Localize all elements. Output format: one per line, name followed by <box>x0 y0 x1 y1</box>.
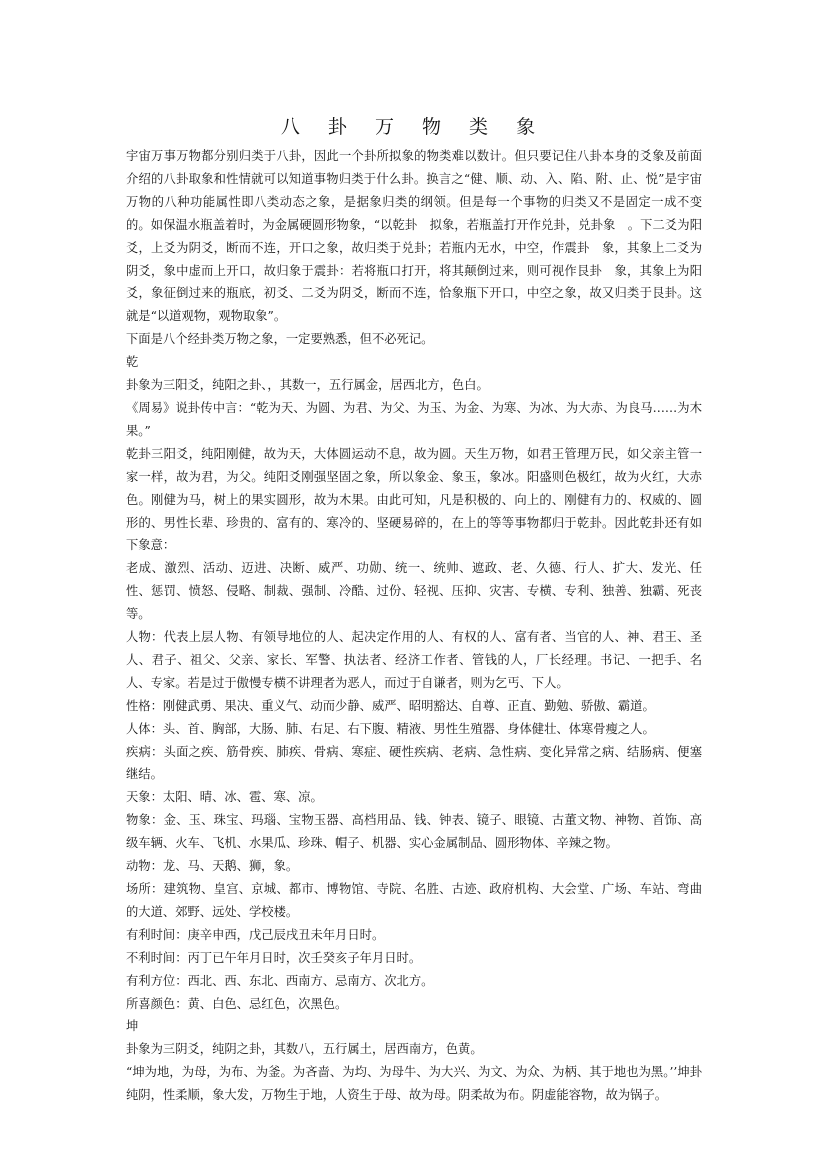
paragraph: 有利时间：庚辛申西，戊己辰戌丑未年月日时。 <box>126 927 385 942</box>
paragraph: 场所：建筑物、皇宫、京城、都市、博物馆、寺院、名胜、古迹、政府机构、大会堂、广场、车站、弯曲的大道、郊野、远处、学校楼。 <box>126 882 702 919</box>
document-title: 八 卦 万 物 类 象 <box>280 116 547 138</box>
paragraph: 疾病：头面之疾、筋骨疾、肺疾、骨病、寒症、硬性疾病、老病、急性病、变化异常之病、结肠病、便塞继结。 <box>126 744 702 782</box>
paragraph: 卦象为三阳爻，纯阳之卦、，其数一，五行属金，居西北方，色白。 <box>126 378 489 393</box>
paragraph: 不利时间：丙丁已午年月日时，次壬癸亥子年月日时。 <box>126 950 422 965</box>
paragraph: 宇宙万事万物都分别归类于八卦，因此一个卦所拟象的物类难以数计。但只要记住八卦本身的爻象及前面介绍的八卦取象和性情就可以知道事物归类于什么卦。换言之“健、顺、动、入、陷、附、止、悦”是宇宙万物的八种功能属性即八类动态之象，是据象归类的纲领。但是每一个事物的归类又不是固定一成不变的。如保温水瓶盖着时，为金属硬圆形物象，“以乾卦 拟象，若瓶盖打开作兑卦，兑卦象 。下二爻为阳爻，上爻为阴爻，断而不连，开口之象，故归类于兑卦；若瓶内无水，中空，作震卦 象，其象上二爻为阴爻，象中虚而上开口，故归象于震卦：若将瓶口打开，将其颠倒过来，则可视作艮卦 象，其象上为阳爻，象征倒过来的瓶底，初爻、二爻为阴爻，断而不连，恰象瓶下开口，中空之象，故又归类于艮卦。这就是“以道观物，观物取象”。 <box>126 149 702 324</box>
section-heading-qian: 乾 <box>126 355 139 370</box>
paragraph: 人物：代表上层人物、有领导地位的人、起决定作用的人、有权的人、富有者、当官的人、神、君王、圣人、君子、祖父、父亲、家长、军警、执法者、经济工作者、管钱的人，厂长经理。书记、一把手、名人、专家。若是过于傲慢专横不讲理者为恶人，而过于自谦者，则为乞丐、下人。 <box>126 630 702 690</box>
paragraph: 物象：金、玉、珠宝、玛瑙、宝物玉器、高档用品、钱、钟表、镜子、眼镜、古董文物、神物、首饰、高级车辆、火车、飞机、水果瓜、珍珠、帽子、机器、实心金属制品、圆形物体、辛辣之物。 <box>126 813 702 851</box>
paragraph: 《周易》说卦传中言：“乾为天、为圆、为君、为父、为玉、为金、为寒、为冰、为大赤、为良马……为木果。” <box>126 400 702 438</box>
paragraph: 性格：刚健武勇、果决、重义气、动而少静、威严、昭明豁达、自尊、正直、勤勉、骄傲、霸道。 <box>126 698 655 713</box>
paragraph: 下面是八个经卦类万物之象，一定要熟悉，但不必死记。 <box>126 332 434 347</box>
section-heading-kun: 坤 <box>126 1019 139 1034</box>
paragraph: 人体：头、首、胸部，大肠、肺、右足、右下腹、精液、男性生殖器、身体健壮、体寒骨瘦之人。 <box>126 721 655 736</box>
paragraph: 老成、激烈、活动、迈进、决断、威严、功勋、统一、统帅、遮政、老、久德、行人、扩大、发光、任性、惩罚、愤怒、侵略、制裁、强制、冷酷、过份、轻视、压抑、灾害、专横、专利、独善、独霸、死丧等。 <box>126 561 702 622</box>
document-body <box>126 145 715 1107</box>
paragraph: 乾卦三阳爻，纯阳刚健，故为天，大体圆运动不息，故为圆。天生万物，如君王管理万民，如父亲主管一家一样，故为君，为父。纯阳爻刚强坚固之象，所以象金、象玉，象冰。阳盛则色极红，故为火红，大赤色。刚健为马，树上的果实圆形，故为木果。由此可知，凡是积极的、向上的、刚健有力的、权威的、圆形的、男性长辈、珍贵的、富有的、寒冷的、坚硬易碎的，在上的等等事物都归于乾卦。因此乾卦还有如下象意： <box>126 446 702 553</box>
paragraph: 动物：龙、马、天鹅、狮，象。 <box>126 859 299 874</box>
paragraph: “坤为地，为母，为布、为釜。为吝啬、为均、为母牛、为大兴、为文、为众、为柄、其于地也为黑。’’坤卦 纯阴，性柔顺，象大发，万物生于地，人资生于母、故为母。阴柔故为布。阴虚能容物，故为锅子。 <box>126 1065 715 1103</box>
paragraph: 有利方位：西北、西、东北、西南方、忌南方、次北方。 <box>126 973 434 988</box>
paragraph: 所喜颜色：黄、白色、忌红色，次黑色。 <box>126 996 348 1011</box>
paragraph: 卦象为三阴爻，纯阴之卦，其数八，五行属土，居西南方，色黄。 <box>126 1042 483 1057</box>
paragraph: 天象：太阳、晴、冰、雹、寒、凉。 <box>126 790 323 805</box>
